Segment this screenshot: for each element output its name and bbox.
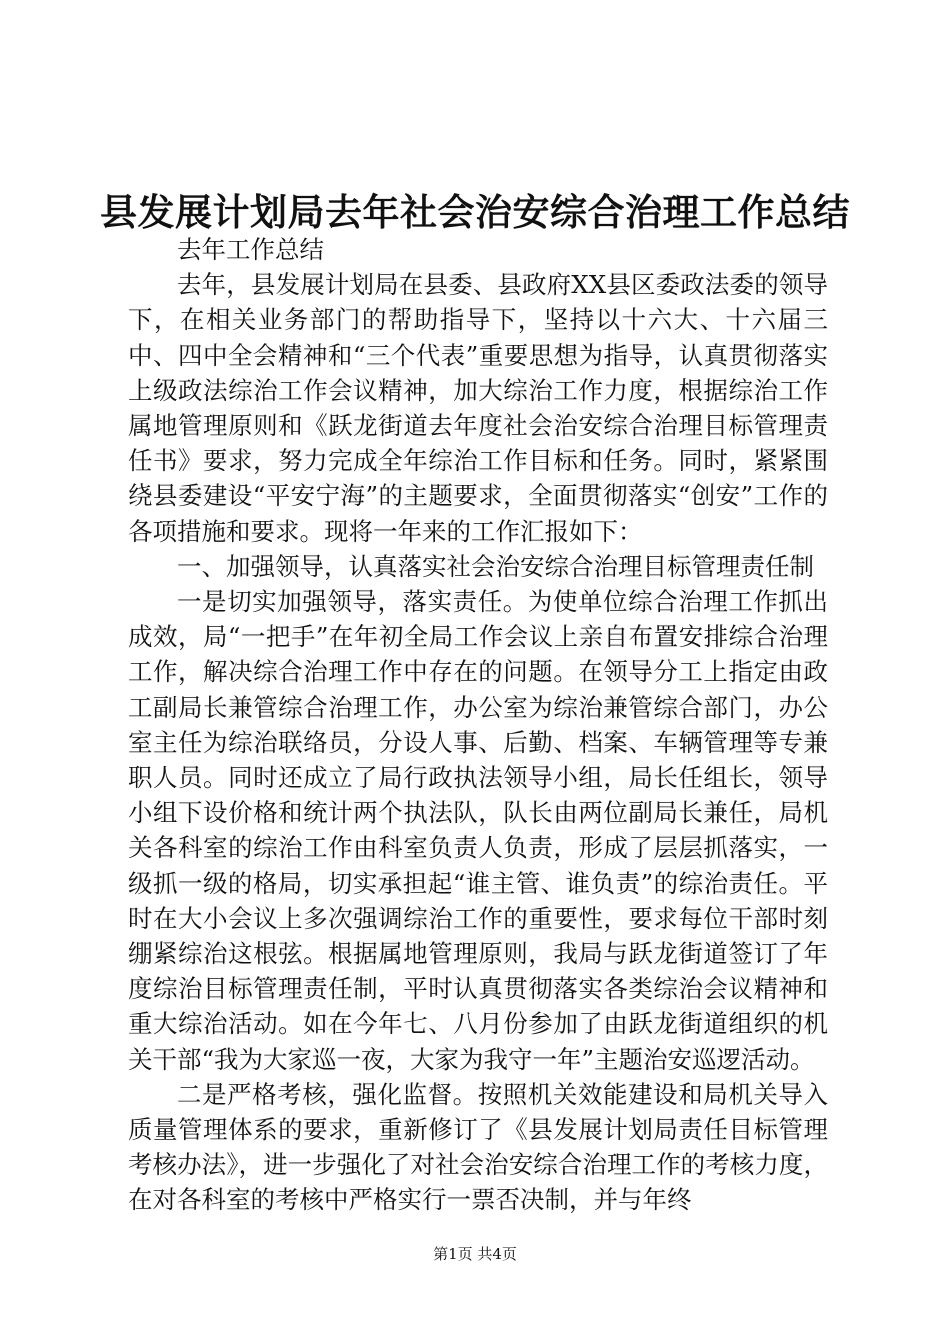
paragraph-point-two: 二是严格考核，强化监督。按照机关效能建设和局机关导入质量管理体系的要求，重新修订了《县发展计划局责任目标管理考核办法》，进一步强化了对社会治安综合治理工作的考核力度，在对各科室的考核中严格实行一票否决制，并与年终 — [128, 1079, 828, 1215]
paragraph-intro: 去年，县发展计划局在县委、县政府XX县区委政法委的领导下，在相关业务部门的帮助指导下，坚持以十六大、十六届三中、四中全会精神和“三个代表”重要思想为指导，认真贯彻落实上级政法综治工作会议精神，加大综治工作力度，根据综治工作属地管理原则和《跃龙街道去年度社会治安综合治理目标管理责任书》要求，努力完成全年综治工作目标和任务。同时，紧紧围绕县委建设“平安宁海”的主题要求，全面贯彻落实“创安”工作的各项措施和要求。现将一年来的工作汇报如下： — [128, 270, 828, 546]
paragraph-section-one-heading: 一、加强领导，认真落实社会治安综合治理目标管理责任制 — [177, 551, 814, 581]
page-number-footer: 第1页 共4页 — [433, 1245, 517, 1263]
document-body — [128, 232, 828, 1218]
paragraph-heading-summary: 去年工作总结 — [177, 235, 324, 264]
document-title: 县发展计划局去年社会治安综合治理工作总结 — [100, 190, 850, 234]
paragraph-point-one: 一是切实加强领导，落实责任。为使单位综合治理工作抓出成效，局“一把手”在年初全局工作会议上亲自布置安排综合治理工作，解决综合治理工作中存在的问题。在领导分工上指定由政工副局长兼管综合治理工作，办公室为综治兼管综合部门，办公室主任为综治联络员，分设人事、后勤、档案、车辆管理等专兼职人员。同时还成立了局行政执法领导小组，局长任组长，领导小组下设价格和统计两个执法队，队长由两位副局长兼任，局机关各科室的综治工作由科室负责人负责，形成了层层抓落实，一级抓一级的格局，切实承担起“谁主管、谁负责”的综治责任。平时在大小会议上多次强调综治工作的重要性，要求每位干部时刻绷紧综治这根弦。根据属地管理原则，我局与跃龙街道签订了年度综治目标管理责任制，平时认真贯彻落实各类综治会议精神和重大综治活动。如在今年七、八月份参加了由跃龙街道组织的机关干部“我为大家巡一夜，大家为我守一年”主题治安巡逻活动。 — [128, 587, 828, 1074]
